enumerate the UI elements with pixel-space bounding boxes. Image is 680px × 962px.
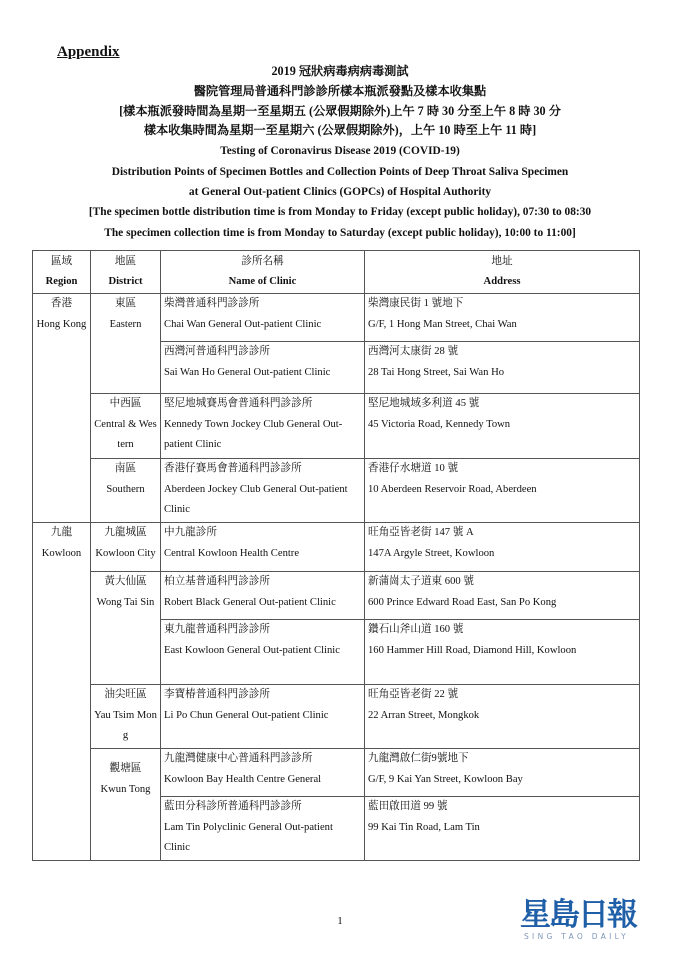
header-clinic-zh: 診所名稱: [241, 256, 284, 267]
address-cell: [365, 523, 640, 572]
page-number: 1: [337, 915, 343, 927]
region-cell-hong-kong: [33, 294, 91, 523]
clinic-name-en: Aberdeen Jockey Club General Out-patient Clinic: [164, 483, 348, 515]
clinic-cell: [161, 459, 365, 523]
header-address-zh: 地址: [491, 256, 513, 267]
clinic-name-zh: 柴灣普通科門診診所: [164, 298, 260, 309]
clinic-name-zh: 李寶椿普通科門診診所: [164, 689, 270, 700]
address-en: 99 Kai Tin Road, Lam Tin: [368, 821, 480, 833]
clinic-name-zh: 香港仔賽馬會普通科門診診所: [164, 463, 302, 474]
table-row: [33, 749, 640, 797]
address-en: 10 Aberdeen Reservoir Road, Aberdeen: [368, 483, 537, 495]
district-en: Yau Tsim Mong: [94, 709, 157, 741]
clinic-name-en: Chai Wan General Out-patient Clinic: [164, 318, 322, 330]
address-zh: 西灣河太康街 28 號: [368, 346, 459, 357]
table-row: [33, 459, 640, 523]
district-en: Kwun Tong: [100, 783, 151, 795]
address-zh: 九龍灣啟仁街9號地下: [368, 753, 469, 764]
clinic-cell: [161, 294, 365, 342]
address-zh: 旺角亞皆老街 147 號 A: [368, 527, 474, 538]
table-row: [33, 572, 640, 620]
address-cell: [365, 749, 640, 797]
heading-en-4: [The specimen bottle distribution time is from Monday to Friday (except public holiday), 07:30 to 08:30: [88, 206, 592, 219]
district-cell-southern: [91, 459, 161, 523]
header-address: [365, 251, 640, 294]
header-district-en: District: [108, 276, 143, 287]
heading-zh-2: 醫院管理局普通科門診診所樣本瓶派發點及樣本收集點: [193, 83, 487, 98]
address-zh: 柴灣康民街 1 號地下: [368, 298, 464, 309]
header-district: [91, 251, 161, 294]
table-row: [33, 685, 640, 749]
address-zh: 新蒲崗太子道東 600 號: [368, 576, 474, 587]
district-cell-yau-tsim-mong: [91, 685, 161, 749]
table-row: [33, 294, 640, 342]
clinic-name-zh: 九龍灣健康中心普通科門診診所: [164, 753, 313, 764]
sing-tao-daily-logo: [520, 898, 670, 948]
clinic-name-en: East Kowloon General Out-patient Clinic: [164, 644, 340, 656]
district-cell-kowloon-city: [91, 523, 161, 572]
clinic-name-en: Robert Black General Out-patient Clinic: [164, 596, 336, 608]
district-en: Eastern: [109, 318, 142, 330]
table-row: [33, 523, 640, 572]
region-zh: 香港: [50, 298, 73, 309]
district-cell-central-western: [91, 394, 161, 459]
header-region-en: Region: [45, 276, 78, 287]
clinic-name-en: Central Kowloon Health Centre: [164, 547, 300, 559]
clinic-name-en: Lam Tin Polyclinic General Out-patient Clinic: [164, 821, 333, 853]
clinic-name-en: Sai Wan Ho General Out-patient Clinic: [164, 366, 331, 378]
clinic-cell: [161, 394, 365, 459]
heading-en-3: at General Out-patient Clinics (GOPCs) of Hospital Authority: [188, 186, 492, 198]
header-region: [33, 251, 91, 294]
clinic-name-zh: 堅尼地城賽馬會普通科門診診所: [164, 398, 313, 409]
district-en: Central & Western: [94, 418, 157, 450]
district-en: Kowloon City: [95, 547, 156, 559]
logo-english-text: SING TAO DAILY: [524, 932, 630, 941]
header-address-en: Address: [483, 276, 521, 287]
clinic-cell: [161, 620, 365, 685]
clinic-table: [32, 250, 640, 861]
clinic-cell: [161, 749, 365, 797]
heading-en-1: Testing of Coronavirus Disease 2019 (COVID-19): [220, 145, 460, 158]
header-district-zh: 地區: [114, 256, 137, 267]
address-cell: [365, 342, 640, 394]
clinic-name-en: Kowloon Bay Health Centre General: [164, 773, 322, 785]
clinic-name-zh: 東九龍普通科門診診所: [164, 624, 270, 635]
header-clinic: [161, 251, 365, 294]
clinic-name-en: Kennedy Town Jockey Club General Out- patient Clinic: [164, 418, 343, 450]
address-zh: 堅尼地城域多利道 45 號: [368, 398, 480, 409]
heading-en-5: The specimen collection time is from Monday to Saturday (except public holiday), 10:00 to 11:00]: [104, 226, 576, 239]
address-zh: 藍田啟田道 99 號: [368, 801, 448, 812]
address-en: G/F, 1 Hong Man Street, Chai Wan: [368, 318, 517, 330]
address-cell: [365, 797, 640, 861]
clinic-name-zh: 西灣河普通科門診診所: [164, 346, 270, 357]
region-zh: 九龍: [50, 527, 73, 538]
clinic-cell: [161, 572, 365, 620]
clinic-cell: [161, 797, 365, 861]
address-zh: 鑽石山斧山道 160 號: [368, 624, 464, 635]
clinic-cell: [161, 342, 365, 394]
heading-en-2: Distribution Points of Specimen Bottles and Collection Points of Deep Throat Saliva Specimen: [111, 165, 569, 178]
district-en: Southern: [106, 483, 145, 495]
address-en: 147A Argyle Street, Kowloon: [368, 547, 495, 559]
district-zh: 九龍城區: [104, 527, 147, 538]
district-zh: 南區: [114, 463, 137, 474]
address-cell: [365, 685, 640, 749]
address-en: 45 Victoria Road, Kennedy Town: [368, 418, 511, 430]
heading-zh-3: [樣本瓶派發時間為星期一至星期五 (公眾假期除外)上午 7 時 30 分至上午 8 時 30 分: [119, 103, 561, 118]
region-en: Kowloon: [41, 547, 82, 559]
district-zh: 油尖旺區: [104, 689, 147, 700]
address-en: 22 Arran Street, Mongkok: [368, 709, 480, 721]
document-headings: [0, 62, 680, 243]
clinic-cell: [161, 685, 365, 749]
header-region-zh: 區域: [50, 256, 73, 267]
district-zh: 黃大仙區: [104, 576, 147, 587]
heading-zh-1: 2019 冠狀病毒病病毒測試: [271, 64, 409, 78]
clinic-name-en: Li Po Chun General Out-patient Clinic: [164, 709, 329, 721]
table-row: [33, 394, 640, 459]
clinic-name-zh: 中九龍診所: [164, 527, 217, 538]
logo-chinese-text: 星島日報: [520, 897, 636, 933]
district-zh: 觀塘區: [109, 763, 142, 774]
address-cell: [365, 572, 640, 620]
address-cell: [365, 620, 640, 685]
table-header-row: [33, 251, 640, 294]
address-en: 600 Prince Edward Road East, San Po Kong: [368, 596, 557, 608]
region-en: Hong Kong: [36, 318, 87, 330]
appendix-label: Appendix: [57, 44, 120, 60]
address-cell: [365, 294, 640, 342]
region-cell-kowloon: [33, 523, 91, 861]
address-cell: [365, 459, 640, 523]
address-en: 28 Tai Hong Street, Sai Wan Ho: [368, 366, 505, 378]
clinic-cell: [161, 523, 365, 572]
clinic-name-zh: 柏立基普通科門診診所: [164, 576, 270, 587]
district-cell-wong-tai-sin: [91, 572, 161, 685]
clinic-name-zh: 藍田分科診所普通科門診診所: [164, 801, 302, 812]
address-en: G/F, 9 Kai Yan Street, Kowloon Bay: [368, 773, 523, 785]
address-zh: 旺角亞皆老街 22 號: [368, 689, 459, 700]
address-cell: [365, 394, 640, 459]
address-zh: 香港仔水塘道 10 號: [368, 463, 459, 474]
district-zh: 中西區: [109, 398, 142, 409]
district-cell-kwun-tong: [91, 749, 161, 861]
heading-zh-4: 樣本收集時間為星期一至星期六 (公眾假期除外)，上午 10 時至上午 11 時]: [143, 123, 537, 138]
header-clinic-en: Name of Clinic: [228, 276, 297, 287]
address-en: 160 Hammer Hill Road, Diamond Hill, Kowloon: [368, 644, 577, 656]
district-cell-eastern: [91, 294, 161, 394]
district-zh: 東區: [114, 298, 137, 309]
district-en: Wong Tai Sin: [96, 596, 155, 608]
